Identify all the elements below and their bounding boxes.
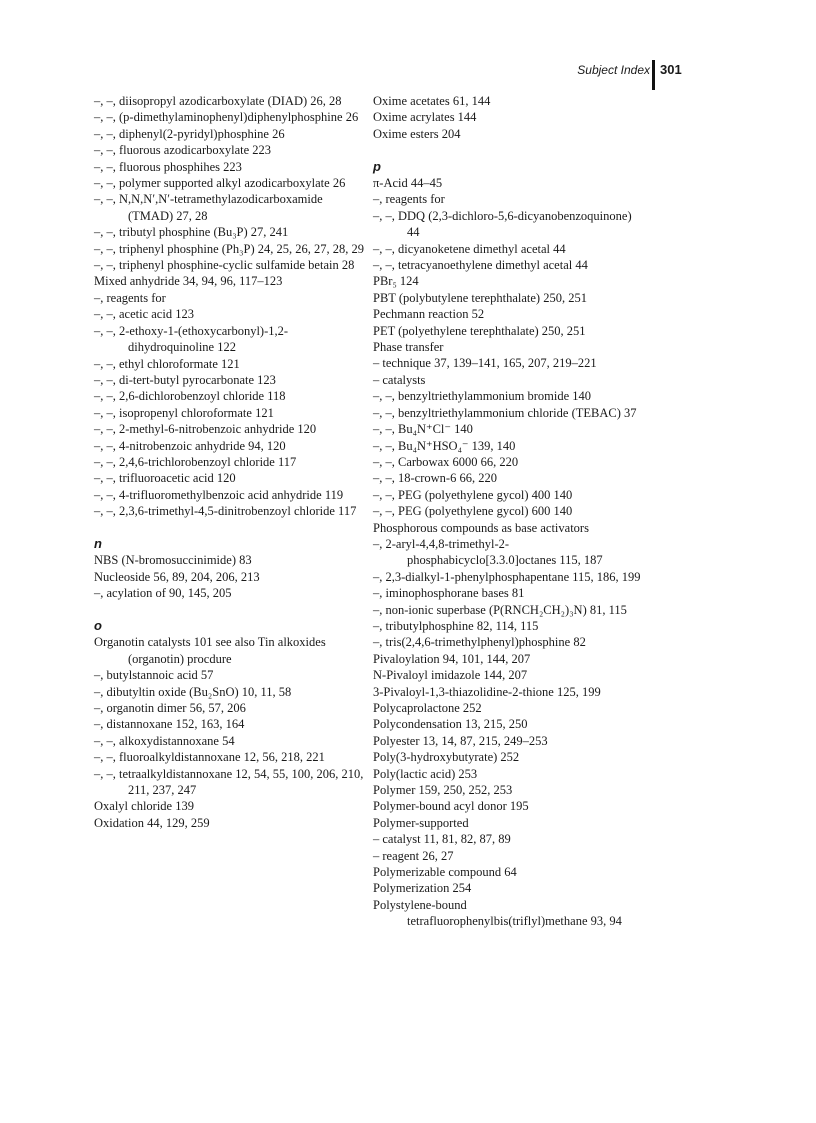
index-entry: –, iminophosphorane bases 81 — [373, 586, 525, 601]
index-entry: –, –, fluorous phosphihes 223 — [94, 159, 242, 174]
index-entry: –, –, 2,4,6-trichlorobenzoyl chloride 117 — [94, 454, 297, 469]
index-entry: Polymer-supported — [373, 815, 469, 830]
index-entry: –, –, 2,3,6-trimethyl-4,5-dinitrobenzoyl chloride 117 — [94, 504, 357, 519]
index-entry: Oxime acetates 61, 144 — [373, 94, 491, 108]
index-entry: –, –, tetracyanoethylene dimethyl acetal 44 — [373, 258, 588, 273]
index-entry: Polystylene-bound tetrafluorophenylbis(triflyl)methane 93, 94 — [373, 897, 622, 929]
section-title: Subject Index — [577, 63, 650, 77]
index-entry: –, –, benzyltriethylammonium chloride (TEBAC) 37 — [373, 405, 637, 420]
index-entry: –, –, triphenyl phosphine (Ph₃P) 24, 25, 26, 27, 28, 29 — [94, 241, 364, 256]
index-entry: –, –, benzyltriethylammonium bromide 140 — [373, 389, 592, 404]
index-column-right — [373, 93, 643, 930]
index-entry: N-Pivaloyl imidazole 144, 207 — [373, 668, 528, 683]
index-entry: Oxime acrylates 144 — [373, 110, 477, 125]
index-entry: –, –, 2-ethoxy-1-(ethoxycarbonyl)-1,2-dihydroquinoline 122 — [94, 323, 289, 355]
index-entry: –, dibutyltin oxide (Bu₂SnO) 10, 11, 58 — [94, 684, 292, 699]
index-entry: –, –, Bu₄N⁺Cl⁻ 140 — [373, 422, 473, 437]
index-entry: –, –, fluoroalkyldistannoxane 12, 56, 218, 221 — [94, 750, 325, 765]
index-entry: Polymerizable compound 64 — [373, 865, 517, 880]
index-entry: – catalysts — [373, 372, 426, 387]
index-entry: –, –, 18-crown-6 66, 220 — [373, 471, 497, 486]
index-entry: Oxalyl chloride 139 — [94, 799, 194, 814]
index-entry: – catalyst 11, 81, 82, 87, 89 — [373, 832, 511, 847]
index-entry: π-Acid 44–45 — [373, 176, 443, 191]
index-entry: –, –, tetraalkyldistannoxane 12, 54, 55, 100, 206, 210, 211, 237, 247 — [94, 766, 364, 798]
index-entry: –, distannoxane 152, 163, 164 — [94, 717, 245, 732]
index-entry: Pechmann reaction 52 — [373, 307, 485, 322]
index-entry: –, organotin dimer 56, 57, 206 — [94, 701, 246, 715]
index-entry: 3-Pivaloyl-1,3-thiazolidine-2-thione 125, 199 — [373, 684, 601, 699]
index-entry: – technique 37, 139–141, 165, 207, 219–221 — [373, 356, 597, 371]
index-entry: –, –, DDQ (2,3-dichloro-5,6-dicyanobenzoquinone) 44 — [373, 208, 632, 240]
index-entry: Poly(lactic acid) 253 — [373, 766, 478, 781]
index-entry: –, 2,3-dialkyl-1-phenylphosphapentane 115, 186, 199 — [373, 569, 641, 584]
index-entry: –, –, triphenyl phosphine-cyclic sulfamide betain 28 — [94, 258, 355, 273]
index-entry: PBT (polybutylene terephthalate) 250, 251 — [373, 290, 587, 305]
page-number: 301 — [660, 62, 682, 77]
section-letter-o: o — [94, 617, 102, 633]
index-entry: –, –, diphenyl(2-pyridyl)phosphine 26 — [94, 126, 285, 141]
index-entry: –, 2-aryl-4,4,8-trimethyl-2-phosphabicyclo[3.3.0]octanes 115, 187 — [373, 536, 603, 568]
index-entry: –, butylstannoic acid 57 — [94, 668, 214, 683]
index-entry: Polymer 159, 250, 252, 253 — [373, 783, 513, 798]
index-entry: Phase transfer — [373, 340, 444, 355]
index-entry: Phosphorous compounds as base activators — [373, 520, 589, 535]
section-letter-p: p — [373, 158, 381, 174]
index-entry: –, –, trifluoroacetic acid 120 — [94, 471, 236, 486]
header-rule — [652, 60, 655, 90]
index-entry: Pivaloylation 94, 101, 144, 207 — [373, 651, 531, 666]
index-entry: PET (polyethylene terephthalate) 250, 251 — [373, 323, 586, 338]
index-column-left — [94, 93, 366, 831]
index-entry: Polycondensation 13, 215, 250 — [373, 717, 528, 732]
index-entry: –, –, 4-nitrobenzoic anhydride 94, 120 — [94, 438, 286, 453]
index-entry: Polymerization 254 — [373, 881, 472, 896]
index-entry: –, –, diisopropyl azodicarboxylate (DIAD) 26, 28 — [94, 94, 342, 108]
index-entry: –, acylation of 90, 145, 205 — [94, 586, 232, 601]
index-entry: –, tributylphosphine 82, 114, 115 — [373, 618, 539, 633]
running-header — [560, 60, 720, 90]
index-entry: –, –, isopropenyl chloroformate 121 — [94, 405, 274, 420]
index-entry: –, non-ionic superbase (P(RNCH₂CH₂)₃N) 81, 115 — [373, 602, 627, 617]
index-entry: Polymer-bound acyl donor 195 — [373, 799, 529, 814]
index-entry: –, –, Bu₄N⁺HSO₄⁻ 139, 140 — [373, 438, 516, 453]
index-entry: –, –, (p-dimethylaminophenyl)diphenylphosphine 26 — [94, 110, 359, 125]
index-entry: – reagent 26, 27 — [373, 848, 454, 863]
index-entry: –, –, 4-trifluoromethylbenzoic acid anhydride 119 — [94, 487, 344, 502]
index-entry: –, –, Carbowax 6000 66, 220 — [373, 454, 519, 469]
section-letter-n: n — [94, 535, 102, 551]
index-entry: Mixed anhydride 34, 94, 96, 117–123 — [94, 274, 283, 289]
index-entry: –, reagents for — [373, 192, 445, 207]
index-entry: –, –, PEG (polyethylene gycol) 400 140 — [373, 487, 573, 502]
index-entry: Organotin catalysts 101 see also Tin alkoxides (organotin) procdure — [94, 635, 326, 666]
index-entry: Polyester 13, 14, 87, 215, 249–253 — [373, 733, 548, 748]
index-entry: –, –, tributyl phosphine (Bu₃P) 27, 241 — [94, 225, 289, 240]
index-entry: –, –, N,N,N′,N′-tetramethylazodicarboxamide (TMAD) 27, 28 — [94, 192, 323, 223]
index-entry: –, –, 2-methyl-6-nitrobenzoic anhydride 120 — [94, 422, 317, 437]
index-entry: –, –, PEG (polyethylene gycol) 600 140 — [373, 504, 573, 519]
index-entry: Nucleoside 56, 89, 204, 206, 213 — [94, 569, 260, 584]
index-entry: –, –, polymer supported alkyl azodicarboxylate 26 — [94, 176, 346, 191]
index-entry: NBS (N-bromosuccinimide) 83 — [94, 553, 252, 568]
index-entry: –, tris(2,4,6-trimethylphenyl)phosphine 82 — [373, 635, 586, 650]
index-entry: Polycaprolactone 252 — [373, 701, 482, 716]
index-entry: Poly(3-hydroxybutyrate) 252 — [373, 750, 520, 765]
index-entry: –, –, acetic acid 123 — [94, 307, 194, 322]
index-entry: –, reagents for — [94, 290, 166, 305]
index-entry: –, –, 2,6-dichlorobenzoyl chloride 118 — [94, 389, 286, 404]
index-entry: –, –, fluorous azodicarboxylate 223 — [94, 143, 272, 158]
index-entry: –, –, alkoxydistannoxane 54 — [94, 733, 235, 748]
index-entry: Oxime esters 204 — [373, 126, 461, 141]
index-entry: –, –, dicyanoketene dimethyl acetal 44 — [373, 241, 566, 256]
index-entry: PBr₅ 124 — [373, 274, 419, 289]
index-entry: Oxidation 44, 129, 259 — [94, 815, 210, 830]
index-entry: –, –, di-tert-butyl pyrocarbonate 123 — [94, 372, 276, 387]
index-entry: –, –, ethyl chloroformate 121 — [94, 356, 240, 371]
